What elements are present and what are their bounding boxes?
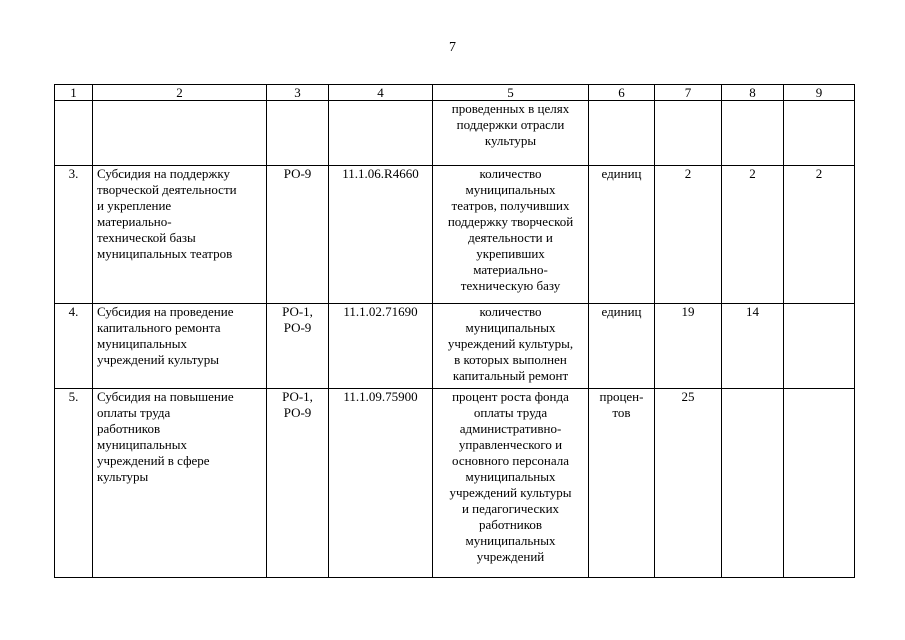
page-number: 7 (449, 40, 456, 55)
value-col7 (655, 101, 722, 166)
ro-code: РО-1, РО-9 (267, 304, 329, 389)
value-col9 (784, 101, 855, 166)
header-cell: 5 (433, 85, 589, 101)
budget-code: 11.1.06.R4660 (329, 166, 433, 304)
value-col7: 19 (655, 304, 722, 389)
table-row (55, 101, 855, 166)
header-cell: 3 (267, 85, 329, 101)
value-col9 (784, 389, 855, 578)
header-cell: 7 (655, 85, 722, 101)
table-row (55, 304, 855, 389)
row-number (55, 101, 93, 166)
table-row (55, 389, 855, 578)
budget-code: 11.1.09.75900 (329, 389, 433, 578)
header-cell: 9 (784, 85, 855, 101)
ro-code: РО-9 (267, 166, 329, 304)
row-number: 5. (55, 389, 93, 578)
value-col9 (784, 304, 855, 389)
value-col8: 14 (722, 304, 784, 389)
subsidy-name: Субсидия на проведение капитального ремонта муниципальных учреждений культуры (93, 304, 267, 389)
header-cell: 4 (329, 85, 433, 101)
unit (589, 101, 655, 166)
value-col7: 2 (655, 166, 722, 304)
indicators-table (54, 84, 855, 578)
header-cell: 8 (722, 85, 784, 101)
unit: единиц (589, 166, 655, 304)
ro-code: РО-1, РО-9 (267, 389, 329, 578)
unit: единиц (589, 304, 655, 389)
value-col8 (722, 101, 784, 166)
indicator-text: проведенных в целях поддержки отрасли культуры (433, 101, 589, 166)
indicator-text: количество муниципальных учреждений культуры, в которых выполнен капитальный ремонт (433, 304, 589, 389)
ro-code (267, 101, 329, 166)
budget-code: 11.1.02.71690 (329, 304, 433, 389)
row-number: 3. (55, 166, 93, 304)
table-row (55, 166, 855, 304)
subsidy-name: Субсидия на повышение оплаты труда работников муниципальных учреждений в сфере культуры (93, 389, 267, 578)
indicator-text: количество муниципальных театров, получивших поддержку творческой деятельности и укрепивших материально- техническую базу (433, 166, 589, 304)
row-number: 4. (55, 304, 93, 389)
value-col7: 25 (655, 389, 722, 578)
value-col8 (722, 389, 784, 578)
header-cell: 1 (55, 85, 93, 101)
table-header-row (55, 85, 855, 101)
subsidy-name: Субсидия на поддержку творческой деятельности и укрепление материально- технической базы муниципальных театров (93, 166, 267, 304)
value-col8: 2 (722, 166, 784, 304)
indicator-text: процент роста фонда оплаты труда административно- управленческого и основного персонала муниципальных учреждений культуры и педагогических работников муниципальных учреждений (433, 389, 589, 578)
header-cell: 6 (589, 85, 655, 101)
budget-code (329, 101, 433, 166)
value-col9: 2 (784, 166, 855, 304)
subsidy-name (93, 101, 267, 166)
unit: процен- тов (589, 389, 655, 578)
header-cell: 2 (93, 85, 267, 101)
